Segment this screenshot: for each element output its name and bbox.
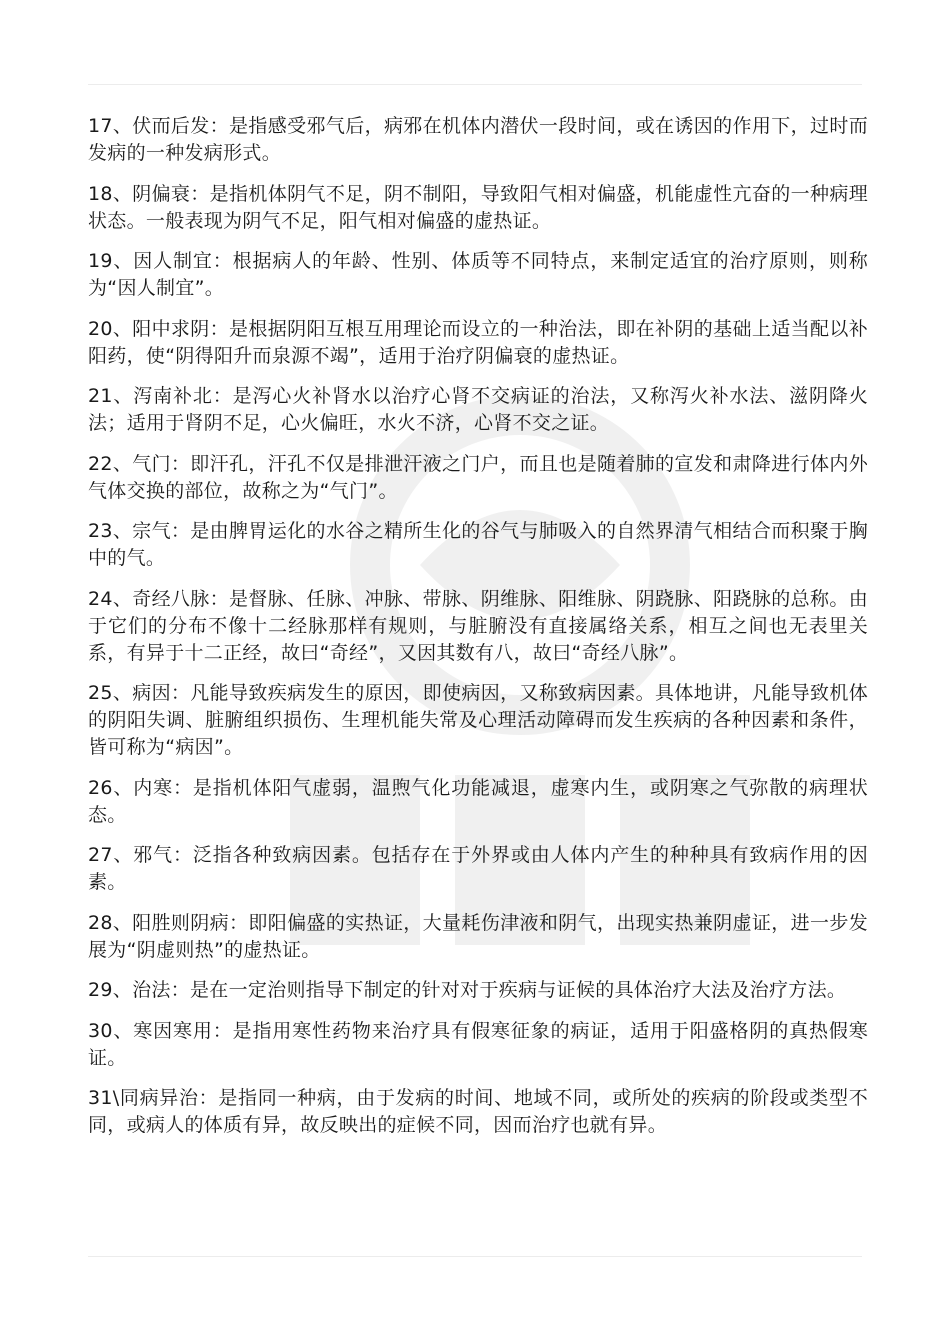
term-entry-29: 29、治法：是在一定治则指导下制定的针对对于疾病与证候的具体治疗大法及治疗方法。 bbox=[88, 979, 847, 1001]
term-entry-24: 24、奇经八脉：是督脉、任脉、冲脉、带脉、阴维脉、阳维脉、阴跷脉、阳跷脉的总称。由于它们的分布不像十二经脉那样有规则，与脏腑没有直接属络关系，相互之间也无表里关系，有异于十二正经，故曰“奇经”，又因其数有八，故曰“奇经八脉”。 bbox=[88, 587, 868, 664]
term-entry-28: 28、阳胜则阴病：即阳偏盛的实热证，大量耗伤津液和阴气，出现实热兼阴虚证，进一步发展为“阴虚则热”的虚热证。 bbox=[88, 911, 868, 961]
term-entry-26: 26、内寒：是指机体阳气虚弱，温煦气化功能减退，虚寒内生，或阴寒之气弥散的病理状态。 bbox=[88, 776, 868, 826]
term-entry-22: 22、气门：即汗孔，汗孔不仅是排泄汗液之门户，而且也是随着肺的宣发和肃降进行体内外气体交换的部位，故称之为“气门”。 bbox=[88, 452, 868, 502]
term-list bbox=[88, 113, 868, 1153]
bottom-divider bbox=[88, 1256, 862, 1257]
term-entry-27: 27、邪气：泛指各种致病因素。包括存在于外界或由人体内产生的种种具有致病作用的因素。 bbox=[88, 844, 868, 893]
term-entry-18: 18、阴偏衰：是指机体阴气不足，阴不制阳，导致阳气相对偏盛，机能虚性亢奋的一种病理状态。一般表现为阴气不足，阳气相对偏盛的虚热证。 bbox=[88, 182, 868, 232]
term-entry-21: 21、泻南补北：是泻心火补肾水以治疗心肾不交病证的治法，又称泻火补水法、滋阴降火法；适用于肾阴不足，心火偏旺，水火不济，心肾不交之证。 bbox=[88, 385, 868, 434]
term-entry-19: 19、因人制宜：根据病人的年龄、性别、体质等不同特点，来制定适宜的治疗原则，则称为“因人制宜”。 bbox=[88, 250, 868, 299]
term-entry-30: 30、寒因寒用：是指用寒性药物来治疗具有假寒征象的病证，适用于阳盛格阴的真热假寒证。 bbox=[88, 1019, 868, 1069]
term-entry-25: 25、病因：凡能导致疾病发生的原因，即使病因，又称致病因素。具体地讲，凡能导致机体的阴阳失调、脏腑组织损伤、生理机能失常及心理活动障碍而发生疾病的各种因素和条件，皆可称为“病因”。 bbox=[88, 682, 868, 758]
term-entry-17: 17、伏而后发：是指感受邪气后，病邪在机体内潜伏一段时间，或在诱因的作用下，过时而发病的一种发病形式。 bbox=[88, 115, 868, 164]
term-entry-31: 31\同病异治：是指同一种病，由于发病的时间、地域不同，或所处的疾病的阶段或类型不同，或病人的体质有异，故反映出的症候不同，因而治疗也就有异。 bbox=[88, 1087, 868, 1136]
term-entry-23: 23、宗气：是由脾胃运化的水谷之精所生化的谷气与肺吸入的自然界清气相结合而积聚于胸中的气。 bbox=[88, 520, 868, 569]
term-entry-20: 20、阳中求阴：是根据阴阳互根互用理论而设立的一种治法，即在补阴的基础上适当配以补阳药，使“阴得阳升而泉源不竭”，适用于治疗阴偏衰的虚热证。 bbox=[88, 317, 868, 367]
top-divider bbox=[88, 84, 862, 85]
